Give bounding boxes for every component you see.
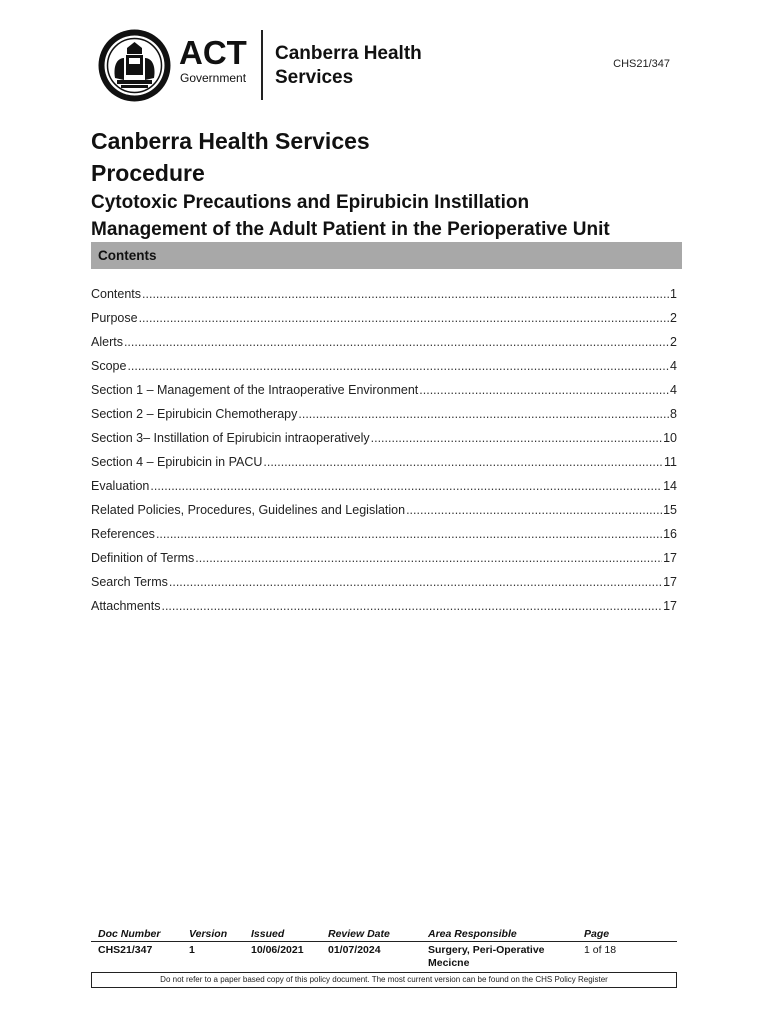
toc-leader-dots	[124, 335, 669, 349]
footer-header-issued: Issued	[251, 928, 285, 940]
toc-entry-page: 2	[670, 335, 677, 349]
toc-leader-dots	[371, 431, 662, 445]
toc-leader-dots	[142, 287, 669, 301]
footer-disclaimer: Do not refer to a paper based copy of this policy document. The most current version can be found on the CHS Policy Register	[91, 972, 677, 988]
toc-entry[interactable]	[91, 527, 677, 551]
toc-entry-title: Attachments	[91, 599, 161, 613]
toc-entry-page: 4	[670, 359, 677, 373]
toc-entry-title: Definition of Terms	[91, 551, 195, 565]
toc-entry-page: 8	[670, 407, 677, 421]
org-name-line1: Canberra Health	[275, 43, 422, 64]
header-divider	[261, 30, 263, 100]
footer-header-doc-number: Doc Number	[98, 928, 161, 940]
toc-entry-page: 17	[663, 575, 677, 589]
footer-value-row	[91, 942, 677, 972]
toc-leader-dots	[419, 383, 669, 397]
toc-entry[interactable]	[91, 551, 677, 575]
toc-leader-dots	[139, 311, 669, 325]
footer-header-page: Page	[584, 928, 610, 940]
contents-heading-bar	[91, 242, 682, 269]
toc-entry-title: Contents	[91, 287, 142, 301]
toc-entry-page: 11	[664, 455, 677, 469]
footer-header-area: Area Responsible	[428, 928, 517, 940]
toc-entry-title: Search Terms	[91, 575, 168, 589]
toc-leader-dots	[161, 599, 662, 613]
toc-entry[interactable]	[91, 407, 677, 431]
toc-entry[interactable]	[91, 503, 677, 527]
footer-doc-number: CHS21/347	[98, 944, 153, 956]
footer-header-row	[91, 928, 677, 942]
toc-entry[interactable]	[91, 455, 677, 479]
toc-entry-title: Section 4 – Epirubicin in PACU	[91, 455, 263, 469]
document-title: Canberra Health Services	[91, 128, 370, 154]
org-name-line2: Services	[275, 67, 354, 88]
toc-leader-dots	[156, 527, 662, 541]
toc-entry-title: Scope	[91, 359, 127, 373]
toc-entry-title: Purpose	[91, 311, 138, 325]
footer-header-version: Version	[189, 928, 228, 940]
footer-header-review-date: Review Date	[328, 928, 390, 940]
toc-entry-title: Section 3– Instillation of Epirubicin intraoperatively	[91, 431, 370, 445]
toc-entry-page: 1	[670, 287, 677, 301]
toc-entry-page: 10	[663, 431, 677, 445]
toc-entry-title: Related Policies, Procedures, Guidelines and Legislation	[91, 503, 406, 517]
toc-entry-page: 2	[670, 311, 677, 325]
organisation-name	[275, 42, 422, 90]
toc-entry-title: Section 2 – Epirubicin Chemotherapy	[91, 407, 298, 421]
subtitle-line1: Cytotoxic Precautions and Epirubicin Instillation	[91, 192, 530, 213]
toc-entry[interactable]	[91, 287, 677, 311]
toc-entry[interactable]	[91, 311, 677, 335]
toc-leader-dots	[169, 575, 662, 589]
footer-page: 1 of 18	[584, 944, 617, 956]
act-logo-text: ACT	[179, 34, 247, 71]
toc-leader-dots	[263, 455, 663, 469]
document-footer-table	[91, 928, 677, 972]
toc-entry[interactable]	[91, 383, 677, 407]
toc-entry-page: 17	[663, 599, 677, 613]
toc-leader-dots	[298, 407, 669, 421]
footer-area-responsible: Surgery, Peri-Operative Mecicne	[428, 944, 545, 969]
toc-leader-dots	[150, 479, 662, 493]
government-logo-text: Government	[180, 71, 247, 85]
toc-leader-dots	[195, 551, 662, 565]
table-of-contents	[91, 287, 677, 623]
subtitle-line2: Management of the Adult Patient in the Perioperative Unit	[91, 219, 610, 240]
toc-entry-page: 15	[663, 503, 677, 517]
toc-entry[interactable]	[91, 479, 677, 503]
document-subtitle	[91, 189, 691, 243]
toc-entry[interactable]	[91, 359, 677, 383]
toc-entry-title: Alerts	[91, 335, 123, 349]
toc-entry[interactable]	[91, 599, 677, 623]
toc-leader-dots	[127, 359, 669, 373]
document-type: Procedure	[91, 160, 205, 186]
toc-leader-dots	[406, 503, 662, 517]
toc-entry-page: 16	[663, 527, 677, 541]
document-reference: CHS21/347	[613, 58, 670, 70]
toc-entry-title: Section 1 – Management of the Intraoperative Environment	[91, 383, 419, 397]
document-header	[97, 28, 687, 103]
toc-entry[interactable]	[91, 575, 677, 599]
toc-entry[interactable]	[91, 335, 677, 359]
toc-entry-page: 17	[663, 551, 677, 565]
act-coat-of-arms-icon	[97, 28, 172, 103]
toc-entry-page: 14	[663, 479, 677, 493]
toc-entry-title: Evaluation	[91, 479, 150, 493]
contents-heading: Contents	[98, 248, 157, 263]
footer-issued: 10/06/2021	[251, 944, 304, 956]
toc-entry-page: 4	[670, 383, 677, 397]
toc-entry[interactable]	[91, 431, 677, 455]
toc-entry-title: References	[91, 527, 155, 541]
footer-version: 1	[189, 944, 195, 956]
footer-review-date: 01/07/2024	[328, 944, 381, 956]
